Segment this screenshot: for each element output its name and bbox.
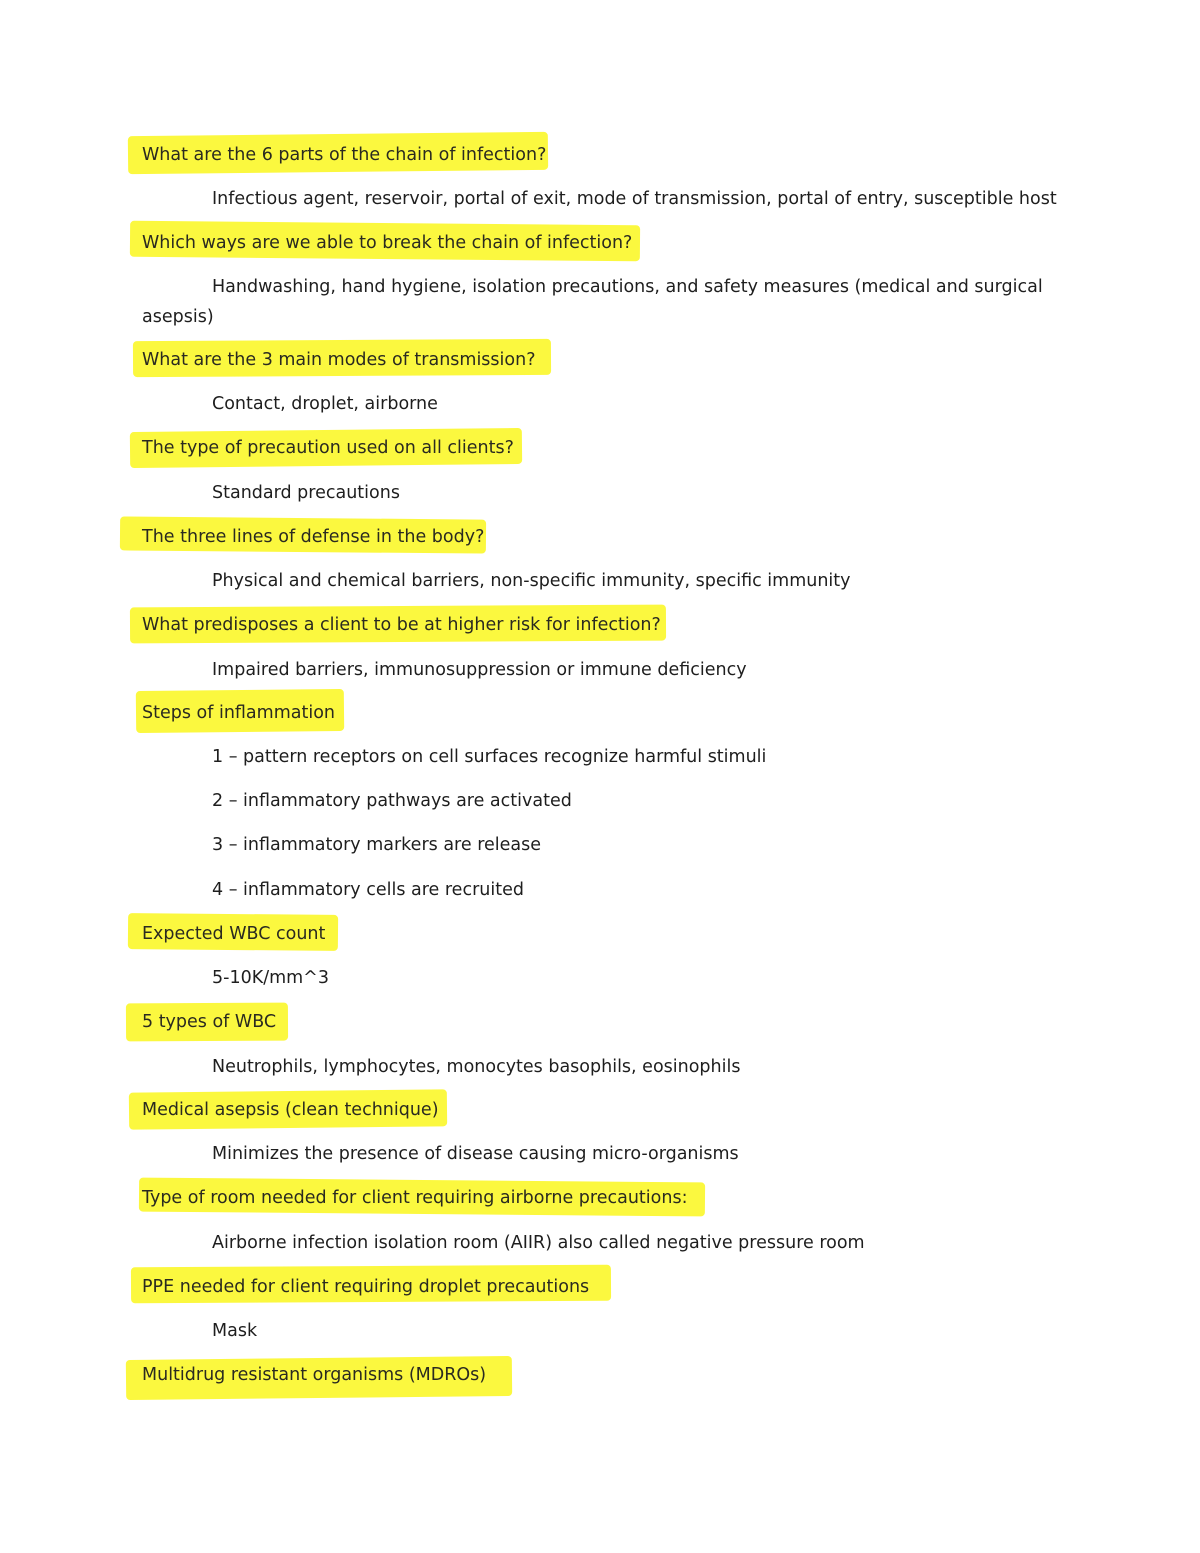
question-text: Expected WBC count <box>142 924 326 944</box>
answer-text: Airborne infection isolation room (AIIR) also called negative pressure room <box>212 1233 865 1253</box>
answer-text: Infectious agent, reservoir, portal of exit, mode of transmission, portal of entry, susceptible host <box>212 189 1057 209</box>
answer-text: 4 – inflammatory cells are recruited <box>212 880 524 900</box>
question-text: Medical asepsis (clean technique) <box>142 1100 439 1120</box>
answer-text: Physical and chemical barriers, non-specific immunity, specific immunity <box>212 571 851 591</box>
answer-text: 1 – pattern receptors on cell surfaces recognize harmful stimuli <box>212 747 767 767</box>
question-text: What are the 3 main modes of transmission? <box>142 350 536 370</box>
answer-text-continuation: asepsis) <box>142 307 214 327</box>
question-text: Multidrug resistant organisms (MDROs) <box>142 1365 487 1385</box>
question-text: The three lines of defense in the body? <box>142 527 485 547</box>
answer-text: 5-10K/mm^3 <box>212 968 329 988</box>
question-text: Type of room needed for client requiring airborne precautions: <box>142 1188 688 1208</box>
answer-text: Mask <box>212 1321 258 1341</box>
answer-text: Contact, droplet, airborne <box>212 394 438 414</box>
question-text: 5 types of WBC <box>142 1012 277 1032</box>
answer-text: Handwashing, hand hygiene, isolation precautions, and safety measures (medical and surgical <box>212 277 1043 297</box>
answer-text: 2 – inflammatory pathways are activated <box>212 791 572 811</box>
question-text: PPE needed for client requiring droplet precautions <box>142 1277 590 1297</box>
answer-text: Impaired barriers, immunosuppression or immune deficiency <box>212 660 747 680</box>
question-text: Which ways are we able to break the chain of infection? <box>142 233 633 253</box>
question-text: Steps of inflammation <box>142 703 335 723</box>
question-text: What predisposes a client to be at higher risk for infection? <box>142 615 661 635</box>
question-text: The type of precaution used on all clients? <box>142 438 514 458</box>
answer-text: 3 – inflammatory markers are release <box>212 835 542 855</box>
question-text: What are the 6 parts of the chain of infection? <box>142 145 547 165</box>
answer-text: Minimizes the presence of disease causing micro-organisms <box>212 1144 739 1164</box>
answer-text: Neutrophils, lymphocytes, monocytes basophils, eosinophils <box>212 1057 741 1077</box>
answer-text: Standard precautions <box>212 483 400 503</box>
